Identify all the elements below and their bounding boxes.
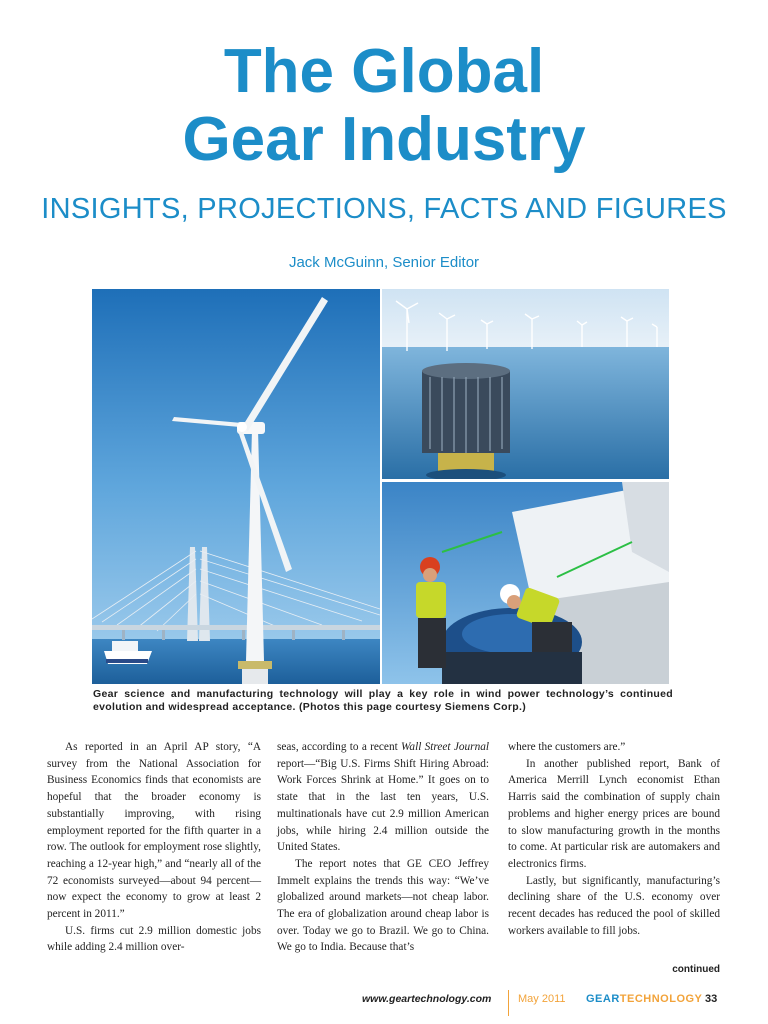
paragraph [277, 739, 489, 856]
continued-label: continued [672, 964, 720, 975]
offshore-wind-farm-image [382, 289, 669, 479]
paragraph: In another published report, Bank of America Merrill Lynch economist Ethan Harris said the combination of supply chain problems and higher energy prices are bound to slow manufacturing growth in the months to come. At particular risk are automakers and electronics firms. [508, 757, 720, 870]
paragraph: U.S. firms cut 2.9 million domestic jobs while adding 2.4 million over- [47, 924, 261, 954]
photo-nacelle-workers [382, 482, 669, 684]
article-title-line-1: The Global [223, 37, 545, 106]
publication-name: Wall Street Journal [401, 741, 490, 753]
body-column-3 [508, 739, 720, 939]
body-column-1 [47, 739, 261, 956]
paragraph: Lastly, but significantly, manufacturing’s declining share of the U.S. economy over recent decades has reduced the pool of skilled workers available to fill jobs. [508, 874, 720, 937]
footer-url[interactable]: www.geartechnology.com [362, 993, 492, 1005]
photo-wind-turbine-bridge [92, 289, 380, 684]
photo-caption: Gear science and manufacturing technology will play a key role in wind power technology’s continued evolution and widespread acceptance. (Photos this page courtesy Siemens Corp.) [93, 688, 673, 713]
text-run: seas, according to a recent [277, 741, 398, 753]
page-number: 33 [705, 993, 718, 1005]
footer-month: May 2011 [518, 993, 566, 1005]
magazine-logo [586, 993, 702, 1005]
photo-collage [92, 289, 669, 684]
page-footer [0, 988, 768, 1018]
article-subtitle: INSIGHTS, PROJECTIONS, FACTS AND FIGURES [41, 193, 727, 225]
footer-divider [508, 990, 509, 1016]
nacelle-workers-image [382, 482, 669, 684]
byline: Jack McGuinn, Senior Editor [288, 254, 480, 271]
paragraph: The report notes that GE CEO Jeffrey Immelt explains the trends this way: “We’ve globalized around markets—not cheap labor. The era of globalization around cheap labor is over. Today we go to Brazil. We go to China. We go to India. Because that’s [277, 857, 489, 954]
body-column-2 [277, 739, 489, 956]
text-run: report—“Big U.S. Firms Shift Hiring Abroad: Work Forces Shrink at Home.” It goes on to state that in the last ten years, U.S. multinationals have cut 2.9 million American jobs, while hiring 2.4 million outside the United States. [277, 757, 489, 854]
paragraph: As reported in an April AP story, “A survey from the National Association for Business Economics finds that economists are hopeful that the broader economy is substantially improving, with rising employment reported for the fifth quarter in a row. The outlook for employment rose slightly, reaching a 12-year high,” and “nearly all of the 72 economists surveyed—about 94 percent—now expect the economy to grow at least 2 percent in 2011.” [47, 741, 261, 921]
logo-technology: TECHNOLOGY [619, 993, 703, 1005]
photo-offshore-wind-farm [382, 289, 669, 479]
paragraph: where the customers are.” [508, 741, 626, 753]
article-title-line-2: Gear Industry [182, 105, 586, 174]
wind-turbine-bridge-image [92, 289, 380, 684]
logo-gear: GEAR [586, 993, 620, 1005]
